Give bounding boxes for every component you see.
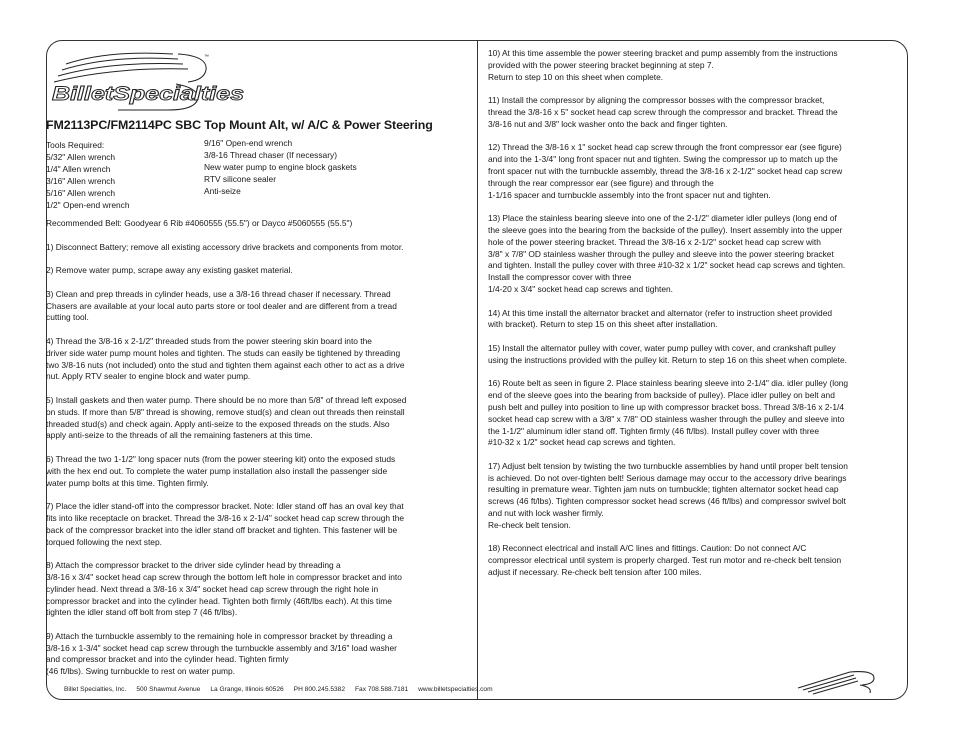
- text-line: New water pump to engine block gaskets: [204, 161, 357, 172]
- text-line: and nut with lock washer firmly.: [488, 508, 604, 519]
- text-line: 3/8" x 7/8" OD stainless washer through the pulley and sleeve into the power steering bracket: [488, 248, 834, 259]
- text-line: (46 ft/lbs). Swing turnbuckle to rest on water pump.: [46, 666, 235, 677]
- billet-b-mark-icon: [794, 666, 878, 696]
- text-line: with the hex end out. To complete the water pump installation also install the passenger side: [46, 465, 388, 476]
- text-line: 5) Install gaskets and then water pump. There should be no more than 5/8" of thread left exposed: [46, 394, 407, 405]
- text-line: RTV silicone sealer: [204, 173, 276, 184]
- text-line: 6) Thread the two 1-1/2" long spacer nuts (from the power steering kit) onto the exposed studs: [46, 453, 396, 464]
- text-line: 1/4" Allen wrench: [46, 163, 111, 174]
- text-line: compressor bracket and into the cylinder head. Tighten both firmly (46ft/lbs each). At this time: [46, 595, 392, 606]
- text-line: 18) Reconnect electrical and install A/C lines and fittings. Caution: Do not connect A/C: [488, 543, 807, 554]
- text-line: two 3/8-16 nuts (not included) onto the stud and tighten them against each other to act as a drive: [46, 359, 405, 370]
- text-line: 9/16" Open-end wrench: [204, 138, 293, 148]
- text-line: Return to step 10 on this sheet when complete.: [488, 71, 664, 82]
- text-line: 3) Clean and prep threads in cylinder heads, use a 3/8-16 thread chaser if necessary. Thread: [46, 288, 391, 299]
- text-line: adjust if necessary. Re-check belt tension after 100 miles.: [488, 567, 702, 578]
- text-line: push belt and pulley into position to line up with compressor bracket boss. Thread 3/8-16 x 2-1/4: [488, 401, 844, 412]
- text-line: #10-32 x 1/2" socket head cap screws and tighten.: [488, 437, 676, 448]
- text-line: 4) Thread the 3/8-16 x 2-1/2" threaded studs from the power steering skin board into the: [46, 335, 372, 346]
- instruction-step: [46, 501, 466, 548]
- column-divider: [477, 40, 478, 700]
- instruction-step: [488, 308, 904, 332]
- instruction-step: [488, 343, 904, 367]
- text-line: 1) Disconnect Battery; remove all existing accessory drive brackets and components from motor.: [46, 241, 404, 252]
- text-line: 1/4-20 x 3/4" socket head cap screws and tighten.: [488, 283, 674, 294]
- text-line: and tighten. Install the pulley cover with three #10-32 x 1/2" socket head cap screws and tighten.: [488, 260, 846, 271]
- instructions-right-column: [488, 48, 904, 591]
- text-line: 16) Route belt as seen in figure 2. Place stainless bearing sleeve into 2-1/4" dia. idler pulley (long: [488, 378, 849, 389]
- text-line: Chasers are available at your local auto parts store or tool dealer and are different from a tread: [46, 300, 397, 311]
- text-line: fits into like receptacle on bracket. Thread the 3/8-16 x 2-1/4" socket head cap screw through the: [46, 512, 405, 523]
- instruction-step: [488, 142, 904, 201]
- text-line: and compressor bracket and into the cylinder head. Tighten firmly: [46, 654, 289, 665]
- text-line: 3/8-16 x 1-3/4" socket head cap screw through the turnbuckle assembly and 3/16" load washer: [46, 642, 397, 653]
- text-line: 3/8-16 Thread chaser (If necessary): [204, 149, 337, 160]
- text-line: 8) Attach the compressor bracket to the driver side cylinder head by threading a: [46, 560, 341, 571]
- text-line: hole of the power steering bracket. Thread the 3/8-16 x 2-1/2" socket head cap screw with: [488, 236, 821, 247]
- text-line: cutting tool.: [46, 312, 89, 323]
- text-line: 12) Thread the 3/8-16 x 1" socket head cap screw through the front compressor ear (see figure): [488, 142, 842, 153]
- text-line: 3/8-16 x 3/4" socket head cap screw through the bottom left hole in compressor bracket and into: [46, 571, 402, 582]
- instruction-step: [46, 242, 466, 254]
- instruction-step: [46, 395, 466, 442]
- text-line: is achieved. Do not over-tighten belt! Serious damage may occur to the accessory drive bearings: [488, 472, 847, 483]
- tools-column-2: [204, 138, 357, 198]
- text-line: 7) Place the idler stand-off into the compressor bracket. Note: Idler stand off has an oval key that: [46, 501, 404, 512]
- instruction-step: [46, 631, 466, 678]
- text-line: nut. Apply RTV sealer to engine block and water pump.: [46, 371, 251, 382]
- instruction-step: [46, 265, 466, 277]
- text-line: 3/16" Allen wrench: [46, 175, 116, 186]
- text-line: socket head cap screw with a 3/8" x 7/8" OD stainless washer through the pulley and sleeve into: [488, 413, 845, 424]
- text-line: provided with the power steering bracket beginning at step 7.: [488, 59, 714, 70]
- tools-column-1: [46, 140, 130, 211]
- text-line: 9) Attach the turnbuckle assembly to the remaining hole in compressor bracket by threading a: [46, 630, 393, 641]
- text-line: 15) Install the alternator pulley with cover, water pump pulley with cover, and crankshaft pulley: [488, 342, 836, 353]
- text-line: the sleeve goes into the bearing from the backside of the pulley). Insert assembly into the upper: [488, 224, 843, 235]
- instruction-step: [46, 454, 466, 489]
- footer-item: La Grange, Illinois 60526: [210, 686, 284, 693]
- text-line: compressor electrical until system is properly charged. Test run motor and re-check belt tension: [488, 555, 842, 566]
- text-line: threaded stud(s) and check again. Apply anti-seize to the exposed threads on the studs. Also: [46, 418, 390, 429]
- text-line: resulting in premature wear. Tighten jam nuts on turnbuckle; tighten alternator socket head cap: [488, 484, 839, 495]
- text-line: 1/2" Open-end wrench: [46, 199, 130, 210]
- text-line: front spacer nut with the turnbuckle assembly, thread the 3/8-16 x 2-1/2" socket head cap screw: [488, 165, 843, 176]
- billet-specialties-logo: [48, 44, 258, 114]
- text-line: 13) Place the stainless bearing sleeve into one of the 2-1/2" diameter idler pulleys (long end of: [488, 213, 837, 224]
- text-line: torqued following the next step.: [46, 536, 162, 547]
- text-line: using the instructions provided with the pulley kit. Return to step 16 on this sheet when complete.: [488, 354, 847, 365]
- text-line: 2) Remove water pump, scrape away any existing gasket material.: [46, 265, 293, 276]
- text-line: water pump bolts at this time. Tighten firmly.: [46, 477, 209, 488]
- instruction-step: [488, 543, 904, 578]
- text-line: back of the compressor bracket into the idler stand off bracket and tighten. This fastener will be: [46, 524, 398, 535]
- text-line: the 1-1/2" aluminum idler stand off. Tighten firmly (46 ft/lbs). Install pulley cover with three: [488, 425, 819, 436]
- text-line: 10) At this time assemble the power steering bracket and pump assembly from the instructions: [488, 48, 838, 58]
- instruction-step: [488, 213, 904, 296]
- text-line: through the rear compressor ear (see figure) and through the: [488, 177, 714, 188]
- instruction-step: [46, 560, 466, 619]
- footer-item: Billet Specialties, Inc.: [64, 686, 127, 693]
- text-line: 14) At this time install the alternator bracket and alternator (refer to instruction sheet provided: [488, 307, 833, 318]
- text-line: 5/32" Allen wrench: [46, 151, 116, 162]
- text-line: driver side water pump mount holes and tighten. The studs can easily be tightened by threading: [46, 347, 401, 358]
- text-line: with bracket). Return to step 15 on this sheet after installation.: [488, 319, 718, 330]
- footer-item[interactable]: www.billetspecialties.com: [418, 686, 493, 693]
- instruction-step: [488, 48, 904, 83]
- text-line: screws (46 ft/lbs). Tighten compressor socket head screws (46 ft/lbs) and compressor swivel bolt: [488, 496, 846, 507]
- footer-contact: [64, 686, 503, 693]
- instruction-step: [46, 336, 466, 383]
- text-line: Recommended Belt: Goodyear 6 Rib #4060555 (55.5") or Dayco #5060555 (55.5"): [46, 218, 353, 228]
- text-line: 1-1/16 spacer and turnbuckle assembly into the front spacer nut and tighten.: [488, 189, 771, 200]
- text-line: and into the 1-3/4" long front spacer nut and tighten. Swing the compressor up to match up the: [488, 154, 838, 165]
- text-line: Install the compressor cover with three: [488, 272, 632, 283]
- text-line: apply anti-seize to the threads of all the remaining fasteners at this time.: [46, 430, 313, 441]
- footer-item: 500 Shawmut Avenue: [136, 686, 201, 693]
- text-line: 11) Install the compressor by aligning the compressor bosses with the compressor bracket,: [488, 95, 825, 106]
- page-title: FM2113PC/FM2114PC SBC Top Mount Alt, w/ A/C & Power Steering: [46, 118, 433, 132]
- footer-item: Fax 708.588.7181: [355, 686, 409, 693]
- text-line: on studs. If more than 5/8" thread is showing, remove stud(s) and clean out threads then reinstall: [46, 406, 405, 417]
- trademark-symbol: ™: [204, 54, 209, 60]
- instruction-step: [46, 218, 466, 230]
- text-line: 5/16" Allen wrench: [46, 187, 116, 198]
- instruction-step: [488, 95, 904, 130]
- text-line: Tools Required:: [46, 140, 105, 150]
- footer-item: PH 800.245.5382: [293, 686, 345, 693]
- instruction-step: [488, 378, 904, 449]
- text-line: cylinder head. Next thread a 3/8-16 x 3/4" socket head cap screw through the right hole in: [46, 583, 379, 594]
- text-line: Anti-seize: [204, 185, 241, 196]
- text-line: 3/8-16 nut and 3/8" lock washer onto the back and finger tighten.: [488, 118, 728, 129]
- text-line: end of the sleeve goes into the bearing from backside of pulley). Place idler pulley on belt and: [488, 390, 835, 401]
- text-line: 17) Adjust belt tension by twisting the two turnbuckle assemblies by hand until proper belt tension: [488, 460, 848, 471]
- instruction-step: [488, 461, 904, 532]
- text-line: tighten the idler stand off bolt from step 7 (46 ft/lbs).: [46, 607, 238, 618]
- text-line: Re-check belt tension.: [488, 519, 571, 530]
- instructions-left-column: [46, 218, 466, 690]
- logo-wordmark: BilletSpecialties: [52, 84, 244, 105]
- text-line: thread the 3/8-16 x 5" socket head cap screw through the compressor and bracket. Thread the: [488, 106, 838, 117]
- instruction-step: [46, 289, 466, 324]
